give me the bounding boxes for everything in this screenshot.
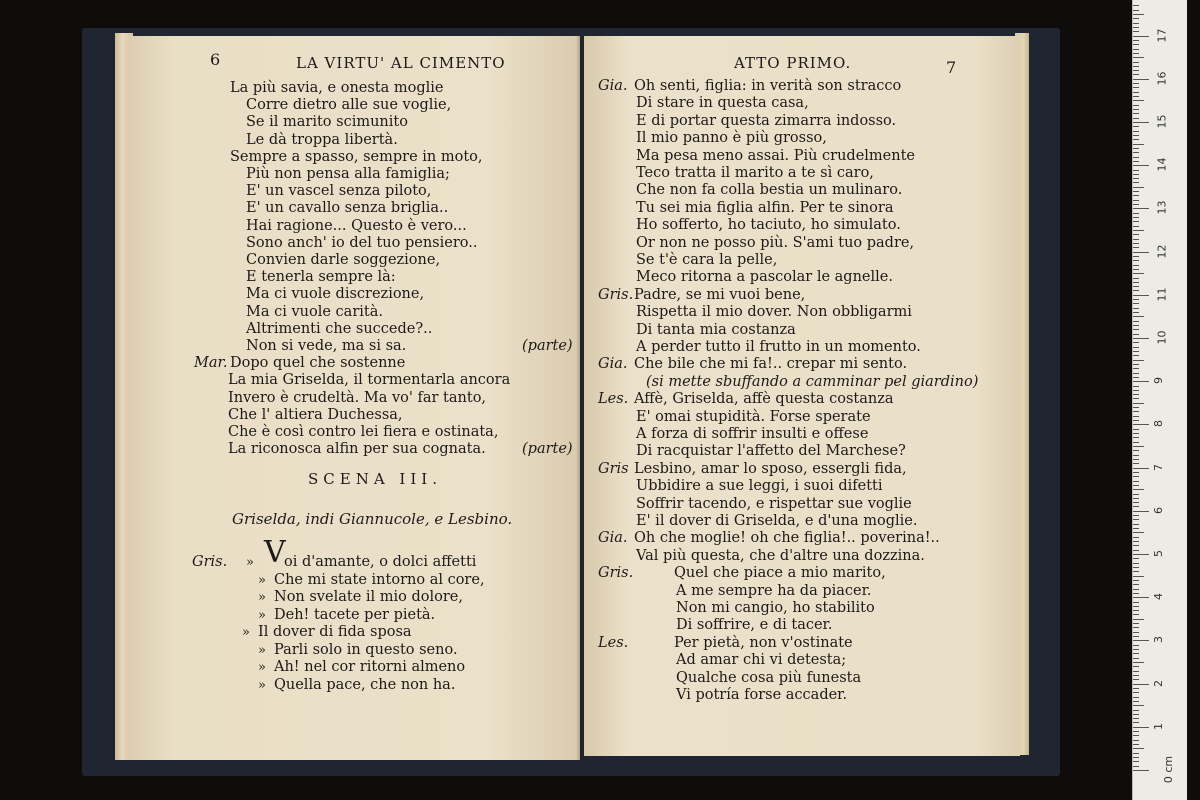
verse-line: Affè, Griselda, affè questa costanza — [634, 391, 894, 408]
verse-line: Tu sei mia figlia alfin. Per te sinora — [636, 199, 894, 216]
ruler-tick — [1133, 494, 1139, 495]
ruler-tick — [1133, 671, 1139, 672]
ruler-tick — [1133, 96, 1139, 97]
ruler-tick — [1133, 485, 1139, 486]
ruler-tick — [1133, 100, 1144, 101]
verse-line: Sempre a spasso, sempre in moto, — [230, 148, 483, 165]
ruler-tick — [1133, 416, 1139, 417]
verse-line: Dopo quel che sostenne — [230, 355, 406, 372]
ruler-tick — [1133, 364, 1139, 365]
speaker-label: Gris. — [598, 286, 634, 303]
ruler-tick — [1133, 165, 1149, 166]
ruler-label: 2 — [1152, 679, 1165, 687]
ruler-tick — [1133, 653, 1139, 654]
speaker-label: Les. — [598, 391, 629, 408]
ruler-tick — [1133, 282, 1139, 283]
ruler-tick — [1133, 5, 1139, 6]
ruler-tick — [1133, 178, 1139, 179]
ruler-tick — [1133, 256, 1139, 257]
ruler-label: 16 — [1155, 71, 1169, 86]
verse-line: Deh! tacete per pietà. — [274, 606, 436, 623]
verse-line: Che non fa colla bestia un mulinaro. — [636, 182, 903, 199]
ruler-tick — [1133, 589, 1139, 590]
ruler-tick — [1133, 606, 1139, 607]
ruler-tick — [1133, 44, 1139, 45]
ruler-tick — [1133, 519, 1139, 520]
ruler-tick — [1133, 377, 1139, 378]
ruler-tick — [1133, 411, 1139, 412]
verse-line: Ad amar chi vi detesta; — [676, 652, 847, 669]
verse-line: Il dover di fida sposa — [258, 624, 412, 640]
verse-line: Teco tratta il marito a te sì caro, — [636, 165, 874, 181]
ruler-tick — [1133, 584, 1139, 585]
ruler-tick — [1133, 554, 1149, 555]
verse-line: Che bile che mi fa!.. crepar mi sento. — [634, 356, 908, 373]
ruler-tick — [1133, 109, 1139, 110]
ruler-tick — [1133, 662, 1144, 663]
ruler-tick — [1133, 217, 1139, 218]
ruler-tick — [1133, 226, 1139, 227]
right-page — [584, 36, 1020, 756]
ruler-tick — [1133, 506, 1139, 507]
ruler-label: 12 — [1155, 244, 1169, 259]
verse-line: Invero è crudeltà. Ma vo' far tanto, — [228, 389, 487, 406]
verse-line: E' omai stupidità. Forse sperate — [636, 408, 871, 425]
stage-direction: (parte) — [522, 441, 573, 458]
scene-title: SCENA III. — [308, 470, 442, 488]
verse-line: Oh senti, figlia: in verità son stracco — [634, 78, 902, 94]
ruler-tick — [1133, 524, 1139, 525]
ruler-tick — [1133, 757, 1139, 758]
verse-line: Più non pensa alla famiglia; — [246, 166, 450, 182]
verse-line: Rispetta il mio dover. Non obbligarmi — [636, 304, 912, 321]
verse-mark: » — [258, 660, 266, 675]
ruler-tick — [1133, 718, 1139, 719]
verse-line: (si mette sbuffando a camminar pel giardino) — [646, 373, 979, 390]
ruler-tick — [1133, 191, 1139, 192]
verse-line: Convien darle soggezione, — [246, 252, 441, 268]
ruler-label: 6 — [1152, 506, 1165, 514]
verse-line: Qualche cosa più funesta — [676, 669, 862, 686]
ruler-tick — [1133, 247, 1139, 248]
verse-line: Che è così contro lei fiera e ostinata, — [228, 424, 499, 440]
verse-line: E' un cavallo senza briglia.. — [246, 200, 449, 217]
speaker-label: Gia. — [598, 356, 628, 373]
verse-line: Vi potría forse accader. — [676, 687, 848, 703]
verse-line: Che l' altiera Duchessa, — [228, 406, 403, 423]
ruler-tick — [1133, 338, 1149, 339]
drop-cap: V — [264, 535, 286, 570]
ruler-tick — [1133, 23, 1139, 24]
ruler-tick — [1133, 295, 1149, 296]
ruler-tick — [1133, 489, 1144, 490]
verse-line: Ho sofferto, ho taciuto, ho simulato. — [636, 217, 901, 234]
ruler-tick — [1133, 692, 1139, 693]
ruler-tick — [1133, 515, 1139, 516]
ruler-tick — [1133, 243, 1139, 244]
ruler-label: 11 — [1155, 287, 1169, 302]
ruler-tick — [1133, 602, 1139, 603]
verse-line: Altrimenti che succede?.. — [246, 320, 433, 337]
ruler-tick — [1133, 122, 1149, 123]
ruler-tick — [1133, 321, 1139, 322]
verse-mark: » — [258, 677, 266, 693]
page-number: 6 — [210, 50, 221, 69]
ruler-tick — [1133, 79, 1149, 80]
ruler-tick — [1133, 550, 1139, 551]
ruler-tick — [1133, 446, 1144, 447]
verse-line: Di tanta mia costanza — [636, 321, 796, 338]
verse-line: E tenerla sempre là: — [246, 269, 396, 286]
ruler-label: 4 — [1152, 593, 1165, 601]
ruler-tick — [1133, 675, 1139, 676]
verse-line: E di portar questa zimarra indosso. — [636, 112, 897, 129]
speaker-label: Gris — [598, 460, 629, 477]
verse-mark: » — [258, 642, 266, 658]
verse-line: Padre, se mi vuoi bene, — [634, 286, 806, 303]
ruler-tick — [1133, 308, 1139, 309]
ruler-tick — [1133, 83, 1139, 84]
ruler-tick — [1133, 740, 1139, 741]
ruler-tick — [1133, 640, 1149, 641]
speaker-label: Gia. — [598, 530, 628, 547]
speaker-label: Gris. — [598, 565, 634, 582]
ruler-tick — [1133, 563, 1139, 564]
ruler-tick — [1133, 537, 1139, 538]
ruler-tick — [1133, 481, 1139, 482]
ruler-tick — [1133, 472, 1139, 473]
ruler-tick — [1133, 545, 1139, 546]
left-page — [128, 36, 580, 760]
ruler-tick — [1133, 342, 1139, 343]
verse-line: Sono anch' io del tuo pensiero.. — [246, 234, 478, 251]
verse-line: La mia Griselda, il tormentarla ancora — [228, 372, 511, 389]
ruler-tick — [1133, 593, 1139, 594]
ruler-tick — [1133, 299, 1139, 300]
ruler-tick — [1133, 597, 1149, 598]
verse-line: oi d'amante, o dolci affetti — [284, 554, 477, 570]
ruler-tick — [1133, 312, 1139, 313]
verse-line: Non svelate il mio dolore, — [274, 589, 463, 605]
ruler-label: 15 — [1155, 114, 1169, 129]
ruler-tick — [1133, 558, 1139, 559]
ruler-tick — [1133, 31, 1139, 32]
verse-line: Parli solo in questo seno. — [274, 641, 458, 658]
verse-line: Soffrir tacendo, e rispettar sue voglie — [636, 495, 912, 512]
ruler-tick — [1133, 571, 1139, 572]
ruler-tick — [1133, 360, 1144, 361]
verse-line: Le dà troppa libertà. — [246, 131, 398, 148]
running-head: ATTO PRIMO. — [734, 54, 852, 72]
verse-line: La più savia, e onesta moglie — [230, 80, 444, 96]
ruler-tick — [1133, 407, 1139, 408]
verse-line: E' il dover di Griselda, e d'una moglie. — [636, 513, 918, 529]
ruler-tick — [1133, 286, 1139, 287]
ruler-tick — [1133, 381, 1149, 382]
ruler-tick — [1133, 252, 1149, 253]
verse-line: Quel che piace a mio marito, — [674, 565, 886, 582]
verse-line: Val più questa, che d'altre una dozzina. — [636, 547, 925, 564]
ruler-tick — [1133, 442, 1139, 443]
ruler-tick — [1133, 433, 1139, 434]
ruler-tick — [1133, 697, 1139, 698]
ruler-tick — [1133, 182, 1139, 183]
verse-mark: » — [258, 572, 266, 588]
ruler-tick — [1133, 273, 1144, 274]
ruler-tick — [1133, 735, 1139, 736]
ruler-tick — [1133, 290, 1139, 291]
verse-line: Lesbino, amar lo sposo, essergli fida, — [634, 460, 907, 477]
ruler-tick — [1133, 455, 1139, 456]
ruler-tick — [1133, 325, 1139, 326]
ruler-tick — [1133, 92, 1139, 93]
speaker-label: Les. — [598, 634, 629, 651]
ruler-tick — [1133, 580, 1139, 581]
ruler-tick — [1133, 541, 1139, 542]
ruler-tick — [1133, 710, 1139, 711]
verse-line: Di racquistar l'affetto del Marchese? — [636, 443, 906, 460]
ruler-tick — [1133, 368, 1139, 369]
ruler-tick — [1133, 66, 1139, 67]
ruler-tick — [1133, 731, 1139, 732]
ruler-label: 10 — [1155, 330, 1169, 345]
verse-line: A perder tutto il frutto in un momento. — [636, 339, 921, 355]
ruler-tick — [1133, 208, 1149, 209]
verse-line: Ah! nel cor ritorni almeno — [274, 659, 466, 675]
ruler-tick — [1133, 347, 1139, 348]
verse-line: Meco ritorna a pascolar le agnelle. — [636, 269, 893, 286]
ruler-tick — [1133, 722, 1139, 723]
ruler-tick — [1133, 627, 1139, 628]
running-head: LA VIRTU' AL CIMENTO — [296, 54, 506, 72]
ruler-tick — [1133, 113, 1139, 114]
ruler-tick — [1133, 701, 1139, 702]
ruler-tick — [1133, 118, 1139, 119]
ruler-tick — [1133, 40, 1139, 41]
ruler-tick — [1133, 498, 1139, 499]
ruler-tick — [1133, 148, 1139, 149]
ruler-tick — [1133, 53, 1139, 54]
ruler-tick — [1133, 278, 1139, 279]
ruler-tick — [1133, 623, 1139, 624]
ruler-tick — [1133, 139, 1139, 140]
verse-mark: » — [258, 607, 266, 623]
ruler-tick — [1133, 770, 1149, 771]
ruler-tick — [1133, 213, 1139, 214]
ruler-tick — [1133, 632, 1139, 633]
ruler-tick — [1133, 429, 1139, 430]
ruler-tick — [1133, 459, 1139, 460]
ruler-tick — [1133, 204, 1139, 205]
verse-line: Non mi cangio, ho stabilito — [676, 600, 875, 616]
ruler-tick — [1133, 355, 1139, 356]
ruler-tick — [1133, 761, 1139, 762]
speaker-label: Gia. — [598, 78, 628, 94]
verse-line: Per pietà, non v'ostinate — [674, 634, 853, 651]
ruler-tick — [1133, 152, 1139, 153]
ruler-tick — [1133, 174, 1139, 175]
verse-line: Di stare in questa casa, — [636, 95, 809, 112]
verse-line: Quella pace, che non ha. — [274, 676, 456, 693]
ruler-tick — [1133, 27, 1139, 28]
ruler-tick — [1133, 157, 1139, 158]
ruler-tick — [1133, 748, 1144, 749]
ruler-tick — [1133, 645, 1139, 646]
ruler-tick — [1133, 87, 1139, 88]
verse-line: Corre dietro alle sue voglie, — [246, 97, 452, 114]
speaker-label: Gris. — [192, 554, 228, 570]
ruler-tick — [1133, 351, 1139, 352]
verse-line: Ubbidire a sue leggi, i suoi difetti — [636, 478, 883, 495]
ruler-tick — [1133, 386, 1139, 387]
verse-line: A me sempre ha da piacer. — [676, 582, 872, 599]
ruler-label: 13 — [1155, 200, 1169, 215]
ruler-tick — [1133, 576, 1144, 577]
ruler-tick — [1133, 398, 1139, 399]
ruler-tick — [1133, 705, 1144, 706]
verse-line: Ma ci vuole discrezione, — [246, 286, 425, 303]
ruler-tick — [1133, 329, 1139, 330]
ruler-tick — [1133, 221, 1139, 222]
verse-line: Che mi state intorno al core, — [274, 571, 485, 588]
verse-line: Or non ne posso più. S'ami tuo padre, — [636, 234, 915, 251]
ruler-tick — [1133, 403, 1144, 404]
ruler-tick — [1133, 714, 1139, 715]
ruler-label: 7 — [1152, 463, 1165, 471]
ruler-tick — [1133, 195, 1139, 196]
ruler-tick — [1133, 200, 1139, 201]
ruler-tick — [1133, 62, 1139, 63]
page-number: 7 — [946, 58, 957, 77]
ruler-tick — [1133, 126, 1139, 127]
verse-line: Di soffrire, e di tacer. — [676, 617, 833, 634]
ruler-tick — [1133, 649, 1139, 650]
ruler-tick — [1133, 684, 1149, 685]
ruler-tick — [1133, 239, 1139, 240]
ruler-tick — [1133, 334, 1139, 335]
ruler-tick — [1133, 468, 1149, 469]
measuring-ruler — [1132, 0, 1187, 800]
verse-mark: » — [242, 625, 250, 640]
ruler-tick — [1133, 234, 1139, 235]
ruler-label: 0 cm — [1162, 755, 1176, 784]
ruler-tick — [1133, 36, 1149, 37]
ruler-tick — [1133, 614, 1139, 615]
ruler-tick — [1133, 679, 1139, 680]
ruler-label: 5 — [1152, 550, 1165, 557]
ruler-tick — [1133, 532, 1144, 533]
dramatis-personae: Griselda, indi Giannucole, e Lesbino. — [232, 510, 513, 528]
stage-direction: (parte) — [522, 338, 573, 354]
ruler-tick — [1133, 303, 1139, 304]
ruler-tick — [1133, 753, 1139, 754]
ruler-tick — [1133, 567, 1139, 568]
ruler-tick — [1133, 636, 1139, 637]
ruler-tick — [1133, 70, 1139, 71]
ruler-tick — [1133, 373, 1139, 374]
ruler-tick — [1133, 260, 1139, 261]
ruler-tick — [1133, 144, 1144, 145]
ruler-tick — [1133, 265, 1139, 266]
verse-line: Non si vede, ma si sa. — [246, 338, 407, 354]
ruler-tick — [1133, 424, 1149, 425]
verse-line: A forza di soffrir insulti e offese — [636, 426, 869, 442]
ruler-tick — [1133, 316, 1144, 317]
ruler-tick — [1133, 727, 1149, 728]
verse-line: Se il marito scimunito — [246, 114, 408, 131]
ruler-tick — [1133, 74, 1139, 75]
verse-line: E' un vascel senza piloto, — [246, 183, 432, 200]
ruler-tick — [1133, 170, 1139, 171]
ruler-tick — [1133, 187, 1144, 188]
ruler-label: 1 — [1152, 722, 1165, 730]
ruler-tick — [1133, 420, 1139, 421]
ruler-tick — [1133, 394, 1139, 395]
ruler-tick — [1133, 658, 1139, 659]
ruler-label: 17 — [1155, 28, 1169, 43]
verse-line: Se t'è cara la pelle, — [636, 252, 778, 268]
verse-line: Il mio panno è più grosso, — [636, 130, 827, 147]
ruler-label: 14 — [1155, 157, 1169, 172]
ruler-label: 8 — [1152, 420, 1165, 428]
verse-mark: » — [258, 590, 266, 605]
ruler-tick — [1133, 10, 1139, 11]
ruler-tick — [1133, 688, 1139, 689]
ruler-label: 3 — [1152, 636, 1165, 644]
ruler-tick — [1133, 619, 1144, 620]
verse-line: Oh che moglie! oh che figlia!.. poverina!.. — [634, 530, 940, 547]
ruler-tick — [1133, 105, 1139, 106]
ruler-tick — [1133, 14, 1144, 15]
ruler-tick — [1133, 161, 1139, 162]
ruler-tick — [1133, 610, 1139, 611]
ruler-tick — [1133, 744, 1139, 745]
ruler-tick — [1133, 766, 1139, 767]
ruler-tick — [1133, 49, 1139, 50]
verse-line: Hai ragione... Questo è vero... — [246, 217, 467, 234]
verse-line: Ma ci vuole carità. — [246, 303, 383, 320]
ruler-tick — [1133, 135, 1139, 136]
ruler-tick — [1133, 476, 1139, 477]
ruler-tick — [1133, 502, 1139, 503]
verse-line: Ma pesa meno assai. Più crudelmente — [636, 147, 916, 164]
ruler-tick — [1133, 230, 1144, 231]
ruler-tick — [1133, 57, 1144, 58]
ruler-label: 9 — [1152, 377, 1165, 385]
verse-mark: » — [246, 555, 254, 570]
ruler-tick — [1133, 131, 1139, 132]
ruler-tick — [1133, 511, 1149, 512]
ruler-tick — [1133, 528, 1139, 529]
speaker-label: Mar. — [194, 355, 228, 372]
ruler-tick — [1133, 269, 1139, 270]
ruler-tick — [1133, 666, 1139, 667]
ruler-tick — [1133, 18, 1139, 19]
verse-line: La riconosca alfin per sua cognata. — [228, 441, 486, 458]
ruler-tick — [1133, 450, 1139, 451]
ruler-tick — [1133, 463, 1139, 464]
ruler-tick — [1133, 437, 1139, 438]
ruler-tick — [1133, 390, 1139, 391]
